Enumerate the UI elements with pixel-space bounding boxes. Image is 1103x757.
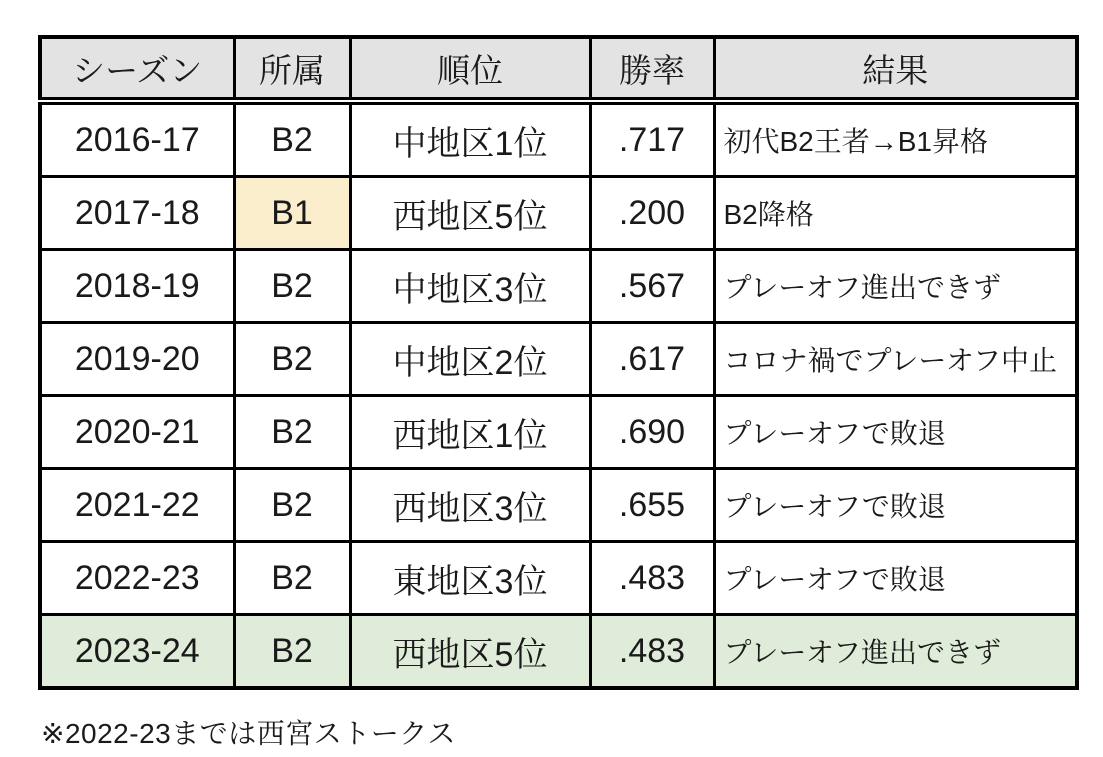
cell-season: 2016-17	[40, 101, 234, 177]
cell-league: B1	[234, 177, 350, 250]
cell-league: B2	[234, 542, 350, 615]
cell-league: B2	[234, 101, 350, 177]
cell-league: B2	[234, 396, 350, 469]
cell-league: B2	[234, 323, 350, 396]
cell-rank: 中地区2位	[350, 323, 590, 396]
cell-result: B2降格	[714, 177, 1077, 250]
cell-season: 2020-21	[40, 396, 234, 469]
cell-rank: 西地区3位	[350, 469, 590, 542]
season-results-table	[38, 35, 1079, 690]
table-row	[40, 542, 1077, 615]
cell-rank: 中地区1位	[350, 101, 590, 177]
table-row	[40, 323, 1077, 396]
table-row	[40, 615, 1077, 689]
cell-rank: 東地区3位	[350, 542, 590, 615]
cell-result: プレーオフで敗退	[714, 542, 1077, 615]
cell-win-pct: .200	[590, 177, 714, 250]
cell-win-pct: .483	[590, 542, 714, 615]
cell-rank: 西地区5位	[350, 615, 590, 689]
cell-result: プレーオフ進出できず	[714, 250, 1077, 323]
header-rank: 順位	[350, 37, 590, 101]
cell-win-pct: .690	[590, 396, 714, 469]
table-row	[40, 101, 1077, 177]
cell-win-pct: .717	[590, 101, 714, 177]
header-row	[40, 37, 1077, 101]
table-row	[40, 177, 1077, 250]
cell-season: 2021-22	[40, 469, 234, 542]
table-body	[40, 101, 1077, 688]
table-row	[40, 250, 1077, 323]
table-row	[40, 396, 1077, 469]
cell-rank: 中地区3位	[350, 250, 590, 323]
cell-win-pct: .567	[590, 250, 714, 323]
header-season: シーズン	[40, 37, 234, 101]
cell-league: B2	[234, 615, 350, 689]
table-row	[40, 469, 1077, 542]
cell-win-pct: .483	[590, 615, 714, 689]
header-win-pct: 勝率	[590, 37, 714, 101]
cell-season: 2017-18	[40, 177, 234, 250]
cell-season: 2023-24	[40, 615, 234, 689]
cell-rank: 西地区1位	[350, 396, 590, 469]
cell-season: 2018-19	[40, 250, 234, 323]
cell-win-pct: .655	[590, 469, 714, 542]
cell-result: 初代B2王者→B1昇格	[714, 101, 1077, 177]
cell-season: 2022-23	[40, 542, 234, 615]
cell-season: 2019-20	[40, 323, 234, 396]
cell-rank: 西地区5位	[350, 177, 590, 250]
header-league: 所属	[234, 37, 350, 101]
cell-result: コロナ禍でプレーオフ中止	[714, 323, 1077, 396]
cell-result: プレーオフ進出できず	[714, 615, 1077, 689]
cell-win-pct: .617	[590, 323, 714, 396]
footnote: ※2022-23までは西宮ストークス	[41, 718, 456, 749]
cell-result: プレーオフで敗退	[714, 469, 1077, 542]
cell-league: B2	[234, 469, 350, 542]
cell-league: B2	[234, 250, 350, 323]
header-result: 結果	[714, 37, 1077, 101]
cell-result: プレーオフで敗退	[714, 396, 1077, 469]
